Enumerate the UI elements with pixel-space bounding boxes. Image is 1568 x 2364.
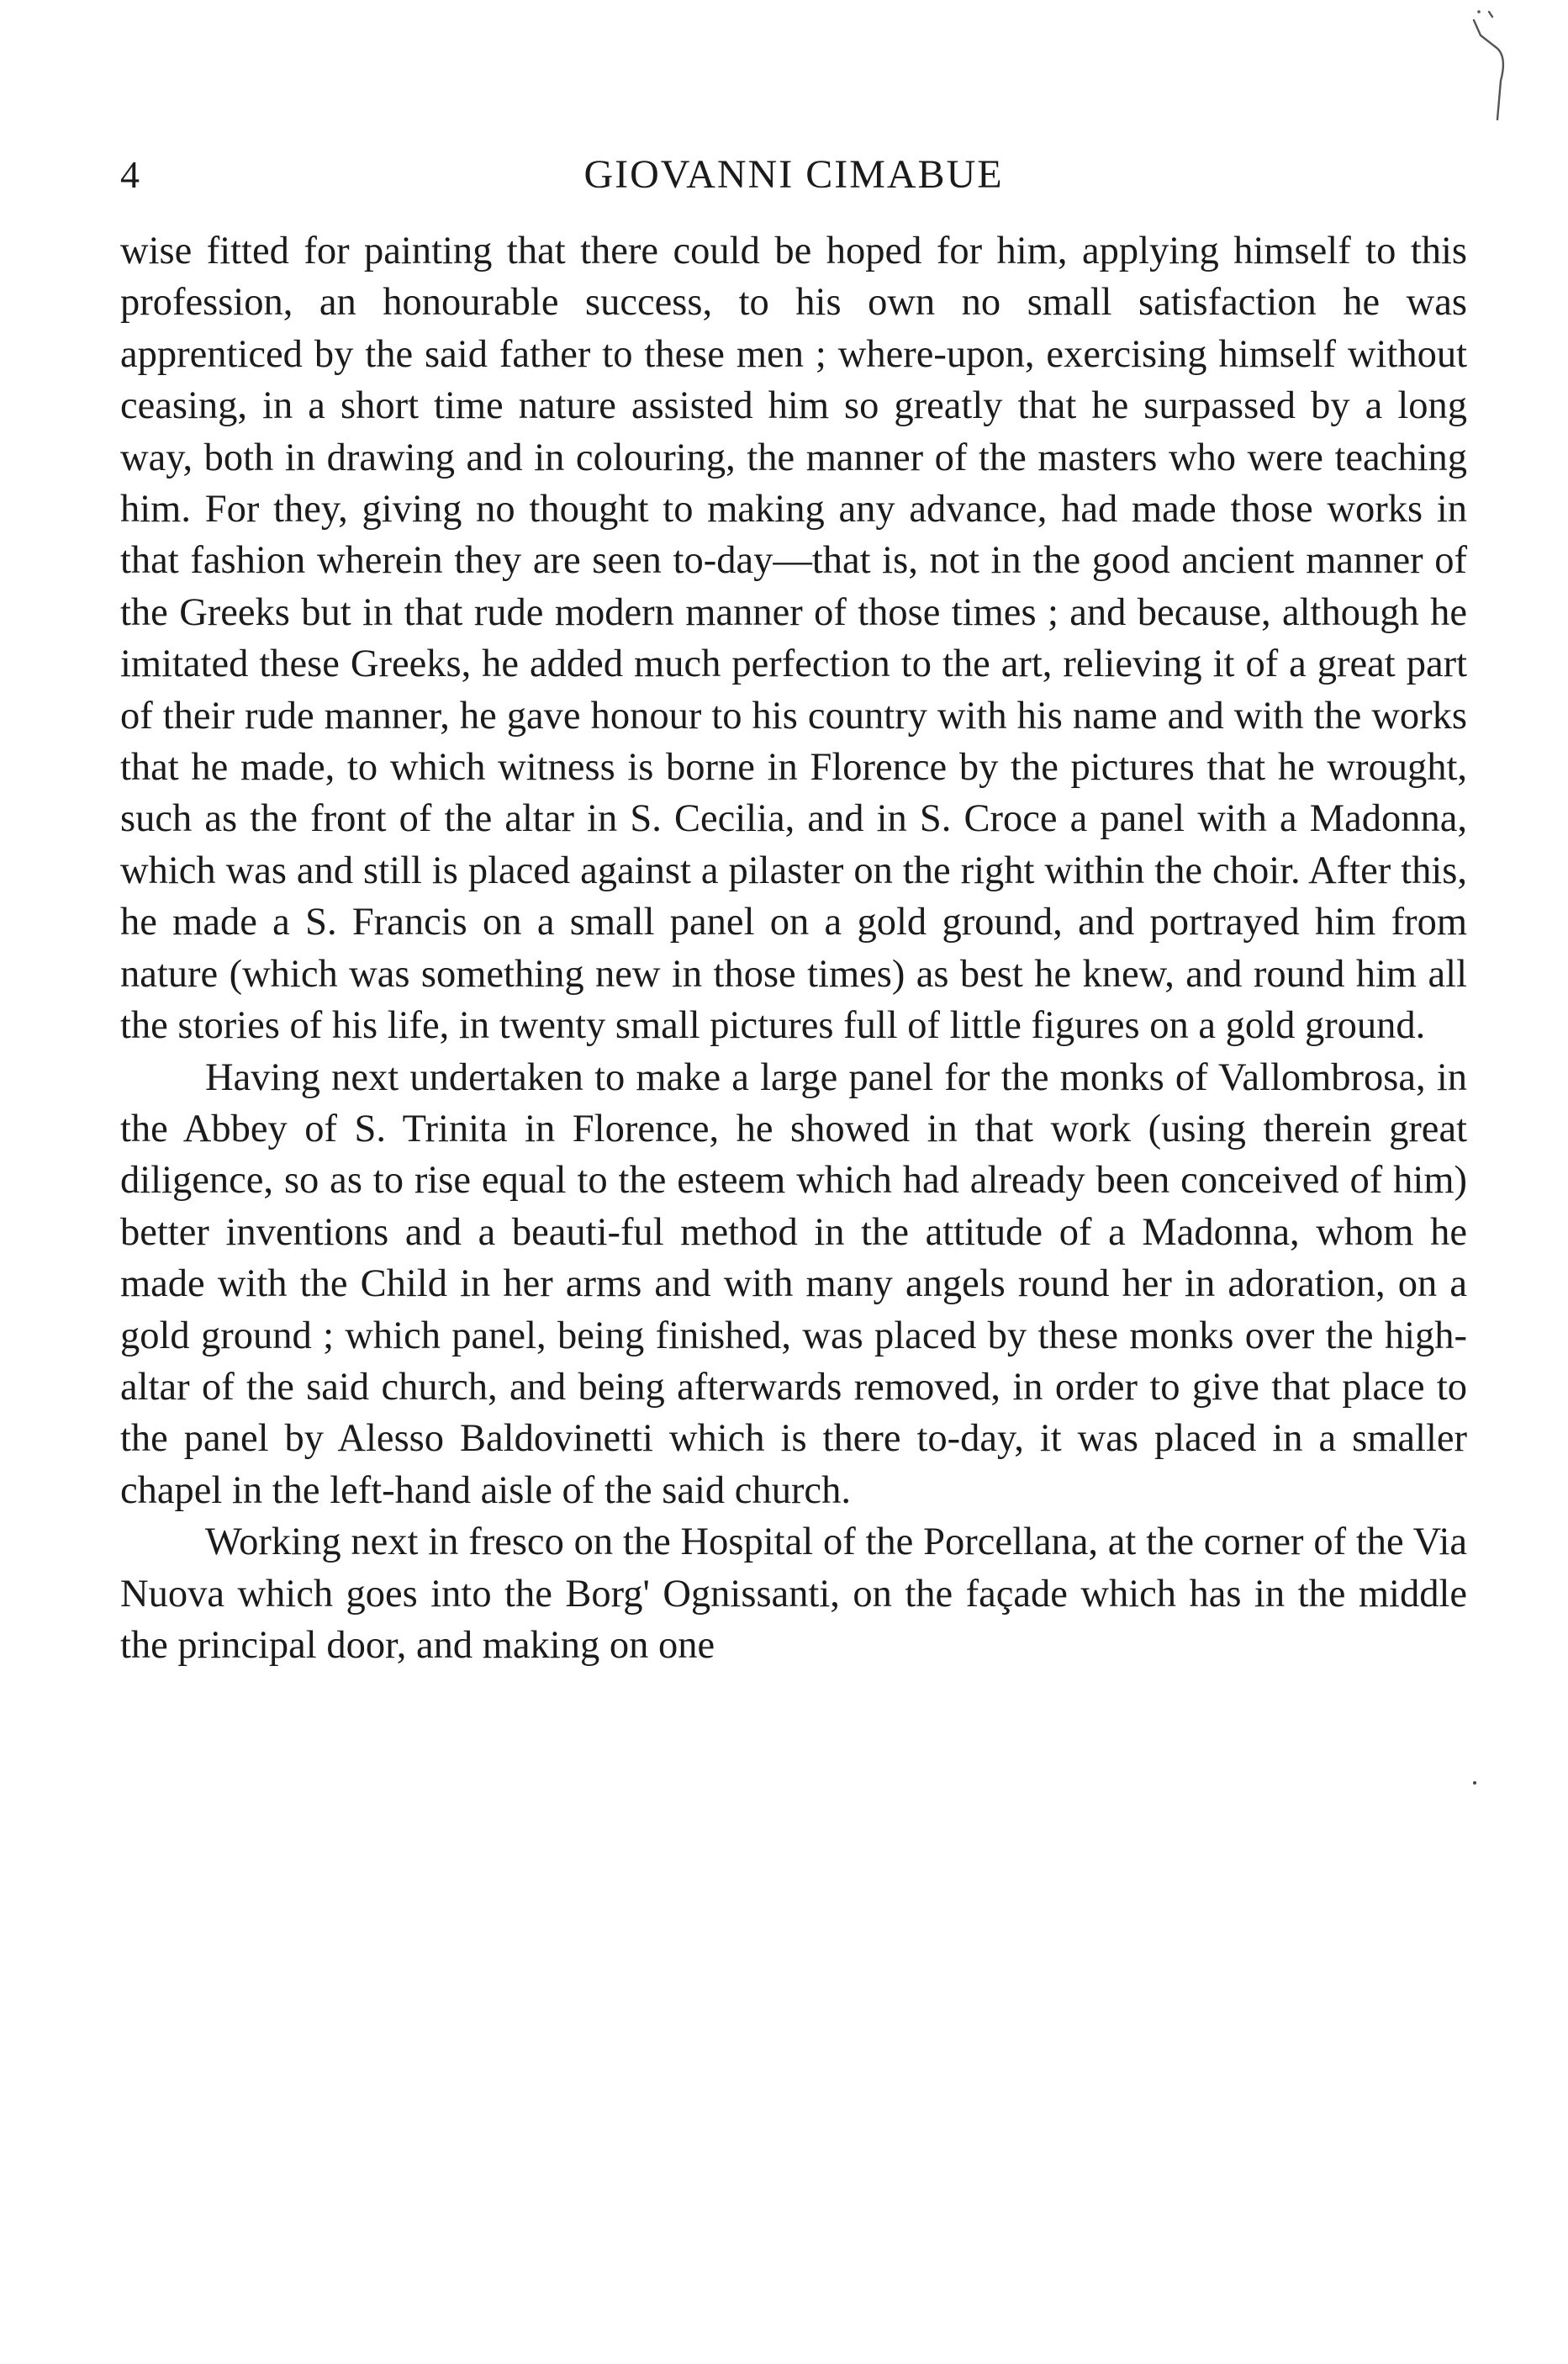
pencil-mark-icon: [1459, 0, 1568, 126]
print-speck: [1473, 1781, 1476, 1785]
paragraph: Working next in fresco on the Hospital of the Porcellana, at the corner of the Via Nuova which goes into the Borg' Ognissanti, on the façade which has in the middle the principal door, and making on one: [120, 1520, 1467, 1667]
page-number: 4: [120, 153, 140, 196]
paragraph-continued: wise fitted for painting that there could be hoped for him, applying himself to this profession, an honourable success, to his own no small satisfaction he was apprenticed by the said father to these men ; where-upon, exercising himself without ceasing, in a short time nature assisted him so greatly that he surpassed by a long way, both in drawing and in colouring, the manner of the masters who were teaching him. For they, giving no thought to making any advance, had made those works in that fashion wherein they are seen to-day—that is, not in the good ancient manner of the Greeks but in that rude modern manner of those times ; and because, although he imitated these Greeks, he added much perfection to the art, relieving it of a great part of their rude manner, he gave honour to his country with his name and with the works that he made, to which witness is borne in Florence by the pictures that he wrought, such as the front of the altar in S. Cecilia, and in S. Croce a panel with a Madonna, which was and still is placed against a pilaster on the right within the choir. After this, he made a S. Francis on a small panel on a gold ground, and portrayed him from nature (which was something new in those times) as best he knew, and round him all the stories of his life, in twenty small pictures full of little figures on a gold ground.: [120, 230, 1467, 1048]
running-title: GIOVANNI CIMABUE: [583, 152, 1004, 197]
page-text: [120, 225, 1467, 1671]
page-header: [120, 145, 1467, 205]
paragraph: Having next undertaken to make a large panel for the monks of Vallombrosa, in the Abbey of S. Trinita in Florence, he showed in that work (using therein great diligence, so as to rise equal to the esteem which had already been conceived of him) better inventions and a beauti-ful method in the attitude of a Madonna, whom he made with the Child in her arms and with many angels round her in adoration, on a gold ground ; which panel, being finished, was placed by these monks over the high-altar of the said church, and being afterwards removed, in order to give that place to the panel by Alesso Baldovinetti which is there to-day, it was placed in a smaller chapel in the left-hand aisle of the said church.: [120, 1055, 1467, 1512]
